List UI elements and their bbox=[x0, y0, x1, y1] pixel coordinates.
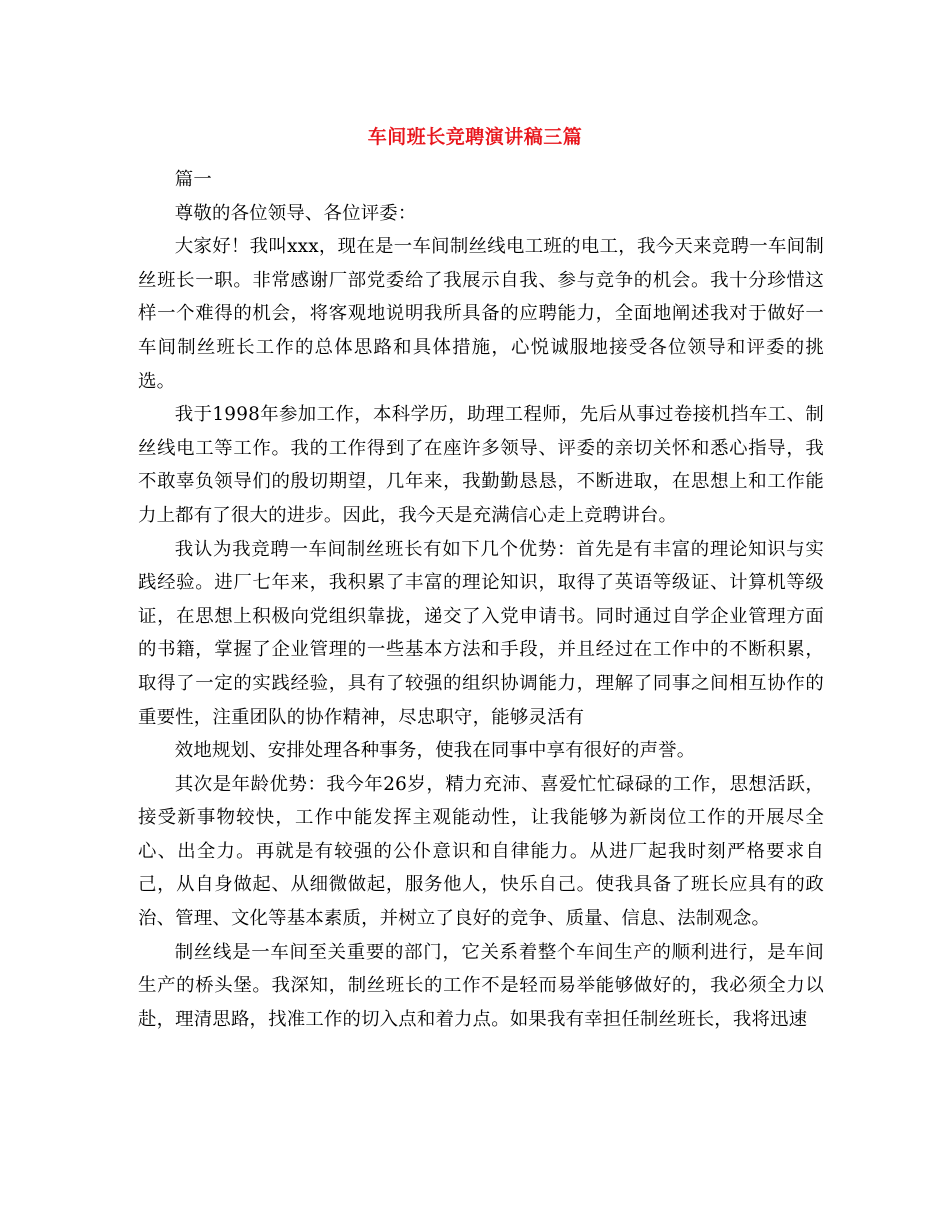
paragraph: 制丝线是一车间至关重要的部门，它关系着整个车间生产的顺利进行，是车间生产的桥头堡。我深知，制丝班长的工作不是轻而易举能够做好的，我必须全力以赴，理清思路，找准工作的切入点和着力点。如果我有幸担任制丝班长，我将迅速 bbox=[138, 941, 824, 1030]
salutation: 尊敬的各位领导、各位评委： bbox=[174, 202, 417, 224]
paragraph: 其次是年龄优势：我今年26岁，精力充沛、喜爱忙忙碌碌的工作，思想活跃，接受新事物较快，工作中能发挥主观能动性，让我能够为新岗位工作的开展尽全心、出全力。再就是有较强的公仆意识和自律能力。从进厂起我时刻严格要求自己，从自身做起、从细微做起，服务他人，快乐自己。使我具备了班长应具有的政治、管理、文化等基本素质，并树立了良好的竞争、质量、信息、法制观念。 bbox=[138, 773, 824, 930]
page-title: 车间班长竞聘演讲稿三篇 bbox=[367, 126, 583, 148]
paragraph: 大家好！我叫xxx，现在是一车间制丝线电工班的电工，我今天来竞聘一车间制丝班长一职。非常感谢厂部党委给了我展示自我、参与竞争的机会。我十分珍惜这样一个难得的机会，将客观地说明我所具备的应聘能力，全面地阐述我对于做好一车间制丝班长工作的总体思路和具体措施，心悦诚服地接受各位领导和评委的挑选。 bbox=[138, 236, 824, 392]
paragraph: 效地规划、安排处理各种事务，使我在同事中享有很好的声誉。 bbox=[174, 740, 696, 762]
document-body bbox=[138, 163, 824, 1036]
paragraph: 我于1998年参加工作，本科学历，助理工程师，先后从事过卷接机挡车工、制丝线电工等工作。我的工作得到了在座许多领导、评委的亲切关怀和悉心指导，我不敢辜负领导们的殷切期望，几年来，我勤勤恳恳，不断进取，在思想上和工作能力上都有了很大的进步。因此，我今天是充满信心走上竞聘讲台。 bbox=[138, 404, 824, 526]
section-heading: 篇一 bbox=[174, 169, 212, 190]
paragraph: 我认为我竞聘一车间制丝班长有如下几个优势：首先是有丰富的理论知识与实践经验。进厂七年来，我积累了丰富的理论知识，取得了英语等级证、计算机等级证，在思想上积极向党组织靠拢，递交了入党申请书。同时通过自学企业管理方面的书籍，掌握了企业管理的一些基本方法和手段，并且经过在工作中的不断积累，取得了一定的实践经验，具有了较强的组织协调能力，理解了同事之间相互协作的重要性，注重团队的协作精神，尽忠职守，能够灵活有 bbox=[138, 538, 824, 728]
